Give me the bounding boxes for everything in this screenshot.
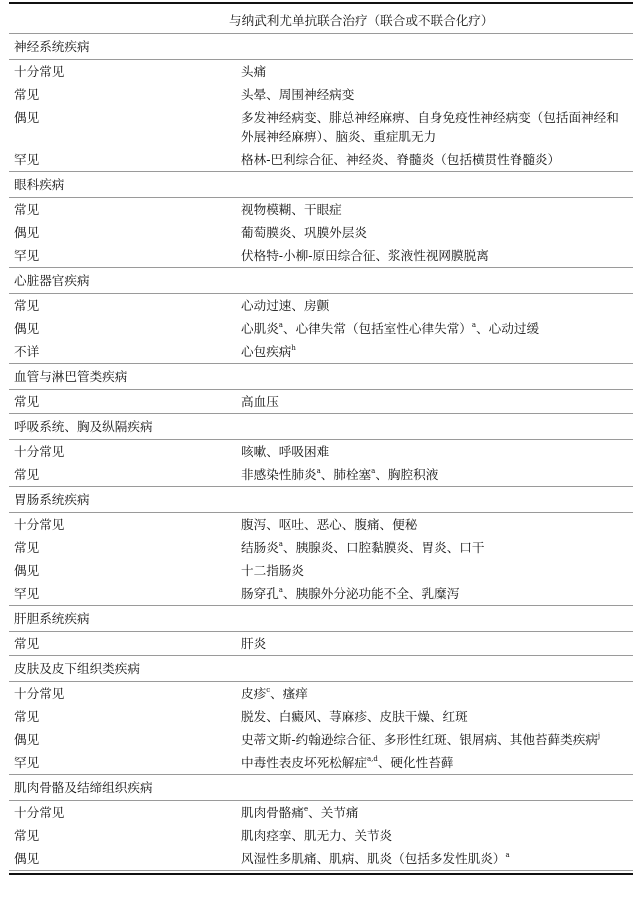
frequency-cell: 十分常见 [14, 686, 65, 701]
table-row [9, 801, 633, 824]
frequency-cell: 十分常见 [14, 64, 65, 79]
category-label: 胃肠系统疾病 [14, 492, 90, 507]
table-bottom-rule [9, 873, 633, 875]
table-body [9, 34, 633, 871]
frequency-cell: 罕见 [14, 152, 40, 167]
footnote-marker: a [278, 539, 283, 548]
frequency-cell: 罕见 [14, 755, 40, 770]
footnote-marker: a [505, 850, 510, 859]
category-label: 呼吸系统、胸及纵隔疾病 [14, 419, 153, 434]
footnote-marker: a [278, 585, 283, 594]
reaction-cell: 心动过速、房颤 [241, 298, 330, 313]
table-row [9, 440, 633, 463]
category-row [9, 268, 633, 294]
table-row [9, 317, 633, 340]
frequency-cell: 罕见 [14, 248, 40, 263]
reaction-cell: 风湿性多肌痛、肌病、肌炎（包括多发性肌炎）$^a$ [241, 850, 510, 866]
frequency-cell: 常见 [14, 636, 40, 651]
table-header-title: 与纳武利尤单抗联合治疗（联合或不联合化疗） [229, 13, 494, 28]
table-header-row [9, 4, 633, 34]
reaction-cell: 史蒂文斯-约翰逊综合征、多形性红斑、银屑病、其他苔藓类疾病$^j$ [241, 731, 601, 747]
category-row [9, 364, 633, 390]
category-row [9, 487, 633, 513]
reaction-cell: 肌肉骨骼痛$^e$、关节痛 [241, 804, 359, 820]
table-row [9, 728, 633, 751]
frequency-cell: 十分常见 [14, 444, 65, 459]
adverse-reactions-table [9, 2, 633, 875]
footnote-marker: a [371, 466, 376, 475]
reaction-cell: 视物模糊、干眼症 [241, 202, 342, 217]
reaction-cell: 十二指肠炎 [241, 563, 304, 578]
reaction-cell: 腹泻、呕吐、恶心、腹痛、便秘 [241, 517, 418, 532]
category-label: 皮肤及皮下组织类疾病 [14, 661, 140, 676]
category-row [9, 606, 633, 632]
reaction-cell: 皮疹$^c$、瘙痒 [241, 685, 308, 701]
frequency-cell: 常见 [14, 394, 40, 409]
reaction-cell: 头痛 [241, 64, 267, 79]
category-row [9, 656, 633, 682]
frequency-cell: 常见 [14, 87, 40, 102]
frequency-cell: 常见 [14, 540, 40, 555]
frequency-cell: 常见 [14, 828, 40, 843]
frequency-cell: 常见 [14, 298, 40, 313]
frequency-cell: 偶见 [14, 321, 40, 336]
reaction-cell: 葡萄膜炎、巩膜外层炎 [241, 225, 367, 240]
table-row [9, 340, 633, 364]
table-row [9, 705, 633, 728]
table-row [9, 60, 633, 83]
footnote-marker: c [266, 685, 271, 694]
frequency-cell: 偶见 [14, 563, 40, 578]
table-row [9, 83, 633, 106]
footnote-marker: j [597, 731, 601, 740]
footnote-marker: a [278, 320, 283, 329]
frequency-cell: 常见 [14, 202, 40, 217]
reaction-cell: 脱发、白癜风、荨麻疹、皮肤干燥、红斑 [241, 709, 468, 724]
category-label: 血管与淋巴管类疾病 [14, 369, 128, 384]
table-row [9, 198, 633, 221]
category-label: 神经系统疾病 [14, 39, 90, 54]
frequency-cell: 偶见 [14, 225, 40, 240]
footnote-marker: a [316, 466, 321, 475]
table-row [9, 536, 633, 559]
category-row [9, 34, 633, 60]
table-row [9, 559, 633, 582]
category-label: 心脏器官疾病 [14, 273, 90, 288]
table-row [9, 632, 633, 656]
table-row [9, 244, 633, 268]
frequency-cell: 罕见 [14, 586, 40, 601]
frequency-cell: 不详 [14, 344, 40, 359]
frequency-cell: 偶见 [14, 732, 40, 747]
table-row [9, 824, 633, 847]
reaction-cell: 高血压 [241, 394, 279, 409]
reaction-cell: 伏格特-小柳-原田综合征、浆液性视网膜脱离 [241, 248, 489, 263]
frequency-cell: 十分常见 [14, 805, 65, 820]
table-row [9, 847, 633, 871]
category-label: 肌肉骨骼及结缔组织疾病 [14, 780, 153, 795]
table-row [9, 294, 633, 317]
reaction-cell: 非感染性肺炎$^a$、肺栓塞$^a$、胸腔积液 [241, 466, 439, 482]
table-row [9, 148, 633, 172]
reaction-cell: 格林-巴利综合征、神经炎、脊髓炎（包括横贯性脊髓炎） [241, 152, 561, 167]
footnote-marker: a,d [366, 754, 378, 763]
reaction-cell: 中毒性表皮坏死松解症$^{a,d}$、硬化性苔藓 [241, 754, 454, 770]
category-label: 肝胆系统疾病 [14, 611, 90, 626]
frequency-cell: 偶见 [14, 110, 40, 125]
table-row [9, 221, 633, 244]
frequency-cell: 十分常见 [14, 517, 65, 532]
category-row [9, 414, 633, 440]
footnote-marker: e [303, 804, 309, 813]
table-row [9, 751, 633, 775]
reaction-cell: 心包疾病$^h$ [241, 343, 296, 359]
reaction-cell: 心肌炎$^a$、心律失常（包括室性心律失常）$^a$、心动过缓 [241, 320, 540, 336]
footnote-marker: a [471, 320, 477, 329]
category-row [9, 172, 633, 198]
table-row [9, 463, 633, 487]
table-row [9, 582, 633, 606]
reaction-cell: 肌肉痉挛、肌无力、关节炎 [241, 828, 393, 843]
footnote-marker: h [291, 343, 296, 352]
reaction-cell: 咳嗽、呼吸困难 [241, 444, 330, 459]
reaction-cell: 肠穿孔$^a$、胰腺外分泌功能不全、乳糜泻 [241, 585, 460, 601]
table-row [9, 106, 633, 148]
reaction-cell: 多发神经病变、腓总神经麻痹、自身免疫性神经病变（包括面神经和外展神经麻痹）、脑炎、重症肌无力 [241, 110, 619, 144]
table-row [9, 682, 633, 705]
reaction-cell: 肝炎 [241, 636, 267, 651]
header-blank-cell [9, 11, 229, 30]
category-label: 眼科疾病 [14, 177, 65, 192]
frequency-cell: 常见 [14, 467, 40, 482]
reaction-cell: 头晕、周围神经病变 [241, 87, 355, 102]
table-row [9, 390, 633, 414]
category-row [9, 775, 633, 801]
frequency-cell: 常见 [14, 709, 40, 724]
frequency-cell: 偶见 [14, 851, 40, 866]
table-row [9, 513, 633, 536]
reaction-cell: 结肠炎$^a$、胰腺炎、口腔黏膜炎、胃炎、口干 [241, 539, 485, 555]
